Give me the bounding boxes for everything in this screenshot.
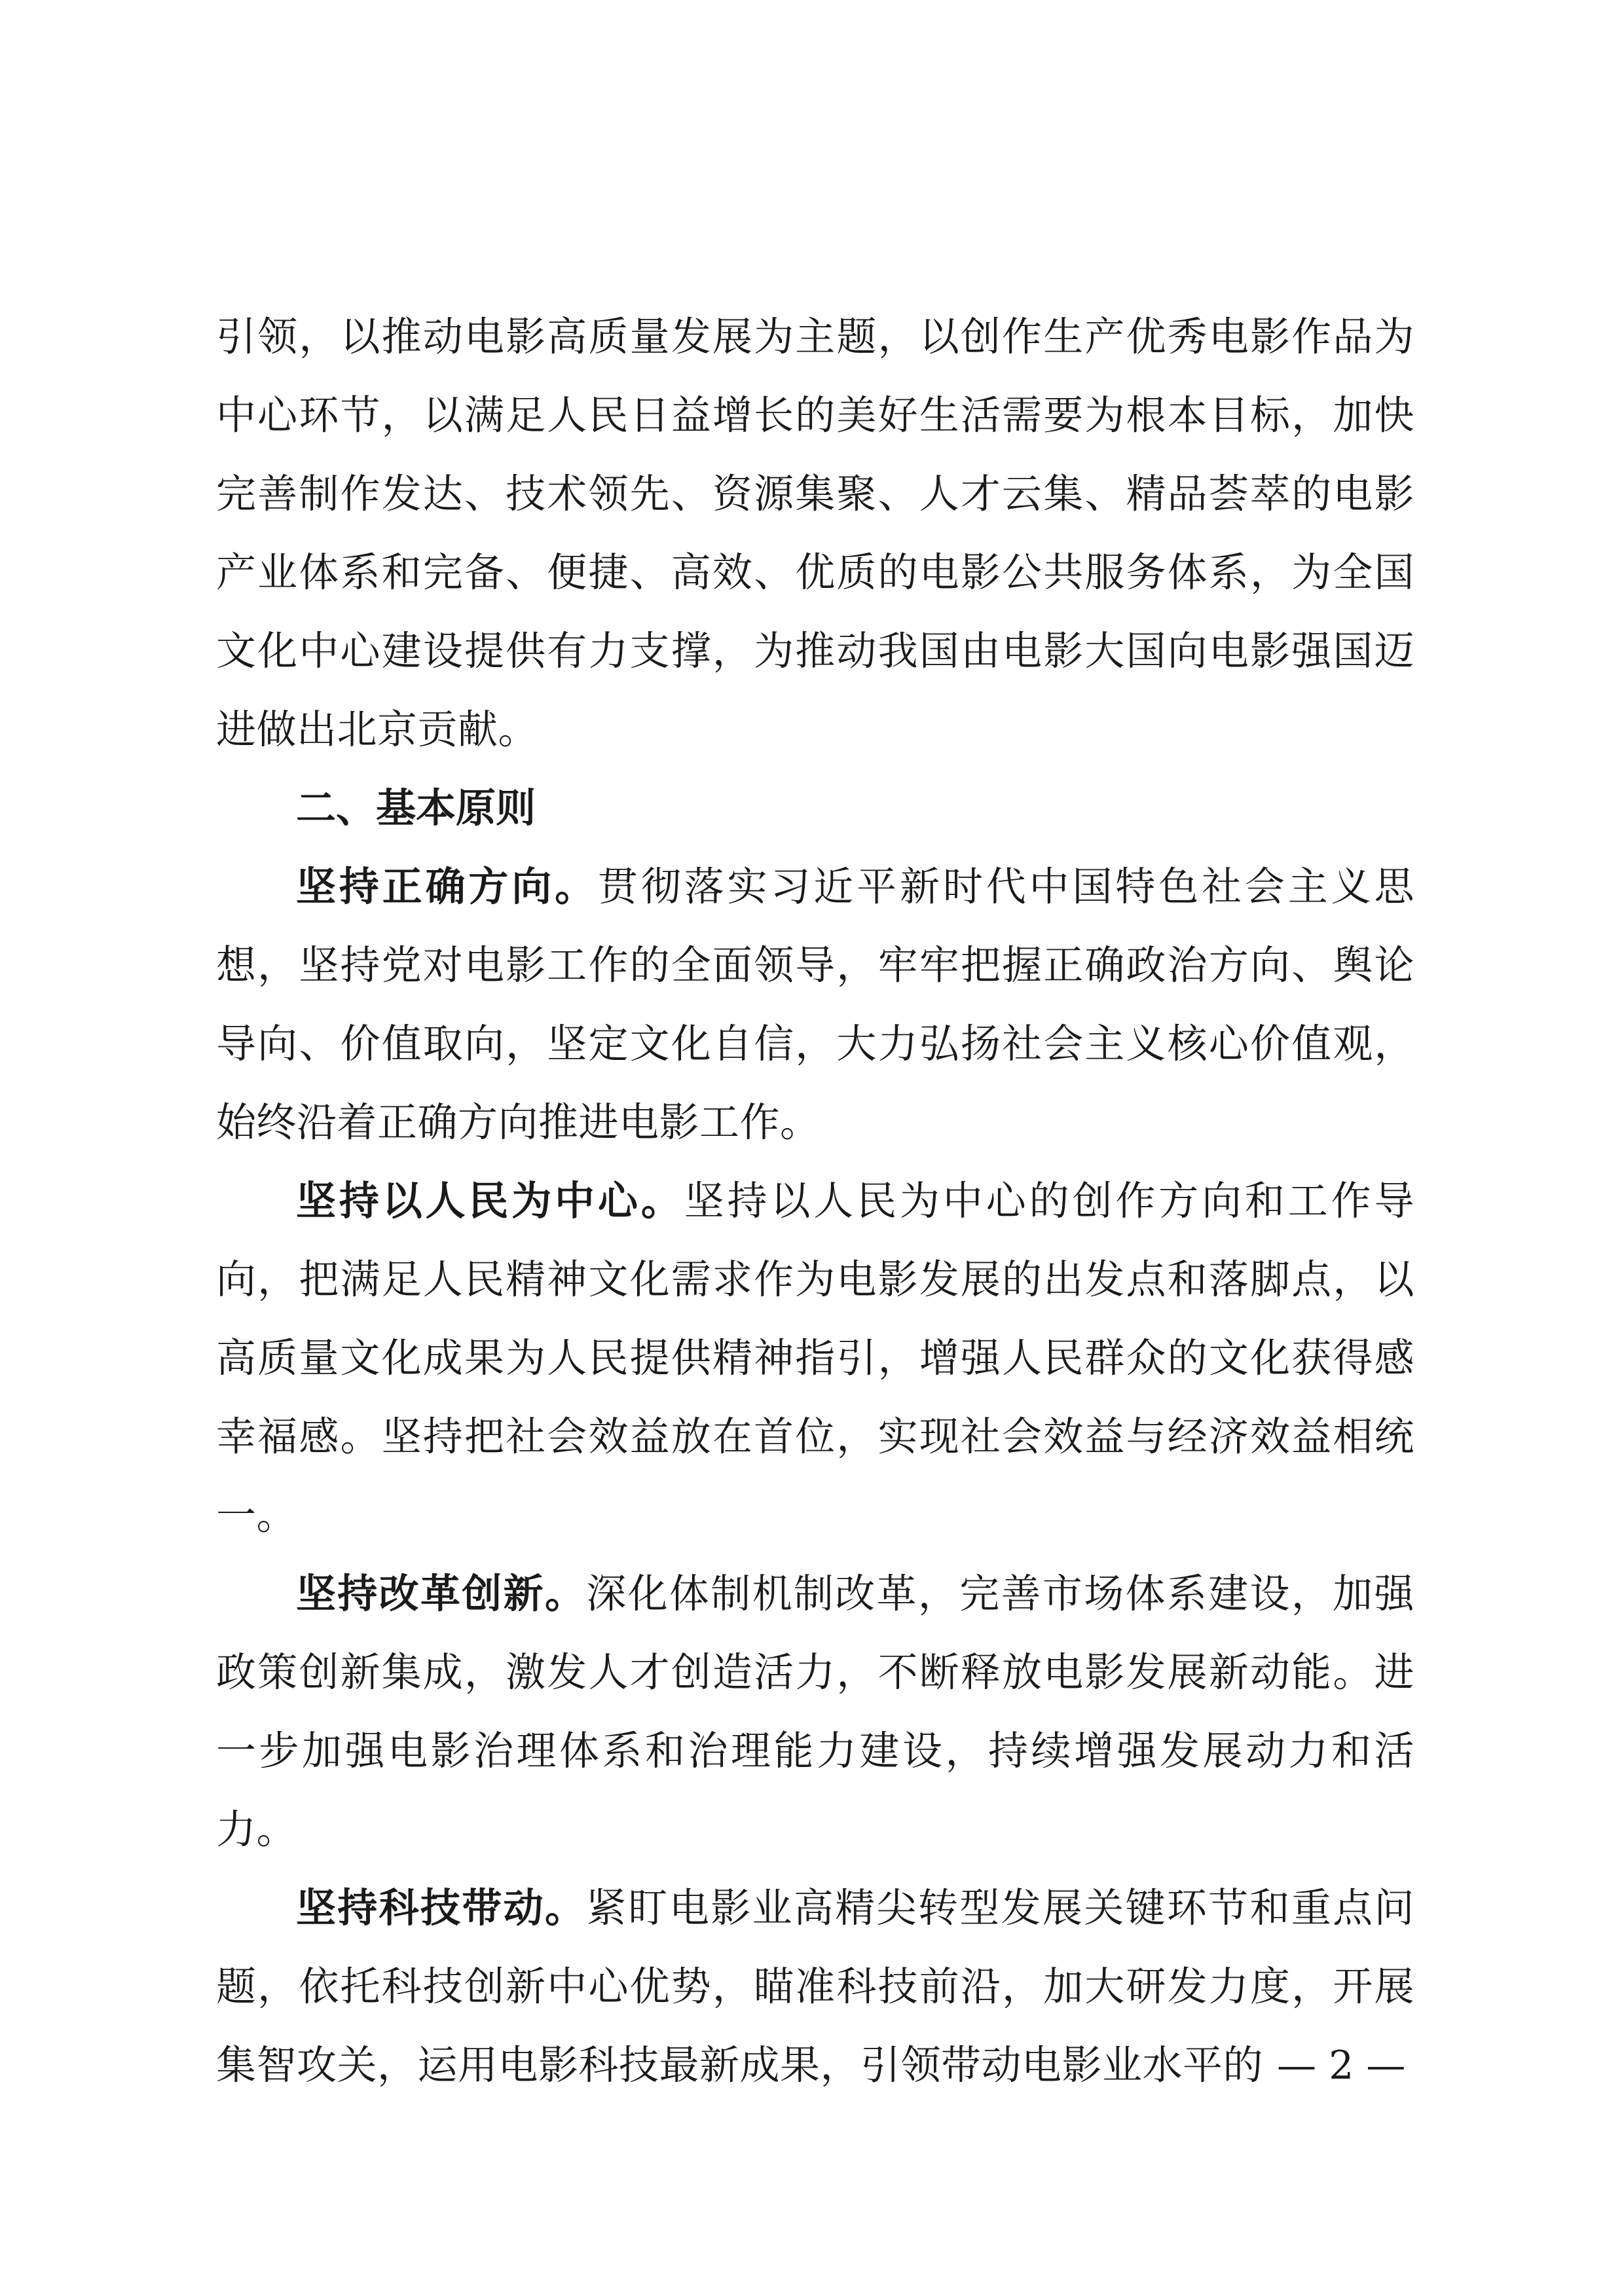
principle-body: 紧盯电影业高精尖转型发展关键环节和重点问题，依托科技创新中心优势，瞄准科技前沿，加大研发力度，开展集智攻关，运用电影科技最新成果，引领带动电影业水平的 bbox=[216, 1885, 1414, 2088]
principle-body: 贯彻落实习近平新时代中国特色社会主义思想，坚持党对电影工作的全面领导，牢牢把握正确政治方向、舆论导向、价值取向，坚定文化自信，大力弘扬社会主义核心价值观，始终沿着正确方向推进电影工作。 bbox=[216, 864, 1414, 1146]
principle-body: 坚持以人民为中心的创作方向和工作导向，把满足人民精神文化需求作为电影发展的出发点和落脚点，以高质量文化成果为人民提供精神指引，增强人民群众的文化获得感幸福感。坚持把社会效益放在首位，实现社会效益与经济效益相统一。 bbox=[216, 1178, 1414, 1539]
principle-lead: 坚持以人民为中心。 bbox=[296, 1178, 684, 1224]
principle-lead: 坚持改革创新。 bbox=[296, 1571, 587, 1617]
principle-lead: 坚持科技带动。 bbox=[296, 1885, 587, 1931]
principle-lead: 坚持正确方向。 bbox=[296, 864, 599, 910]
document-body bbox=[216, 298, 1414, 2105]
principle-paragraph-people bbox=[216, 1162, 1414, 1555]
principle-paragraph-reform bbox=[216, 1555, 1414, 1869]
principle-paragraph-direction bbox=[216, 848, 1414, 1162]
principle-paragraph-technology bbox=[216, 1869, 1414, 2105]
principle-body: 深化体制机制改革，完善市场体系建设，加强政策创新集成，激发人才创造活力，不断释放电影发展新动能。进一步加强电影治理体系和治理能力建设，持续增强发展动力和活力。 bbox=[216, 1571, 1414, 1853]
section-heading: 二、基本原则 bbox=[296, 785, 536, 831]
page-number: — 2 — bbox=[1277, 2043, 1406, 2088]
intro-paragraph: 引领，以推动电影高质量发展为主题，以创作生产优秀电影作品为中心环节，以满足人民日益增长的美好生活需要为根本目标，加快完善制作发达、技术领先、资源集聚、人才云集、精品荟萃的电影产业体系和完备、便捷、高效、优质的电影公共服务体系，为全国文化中心建设提供有力支撑，为推动我国由电影大国向电影强国迈进做出北京贡献。 bbox=[216, 314, 1414, 753]
